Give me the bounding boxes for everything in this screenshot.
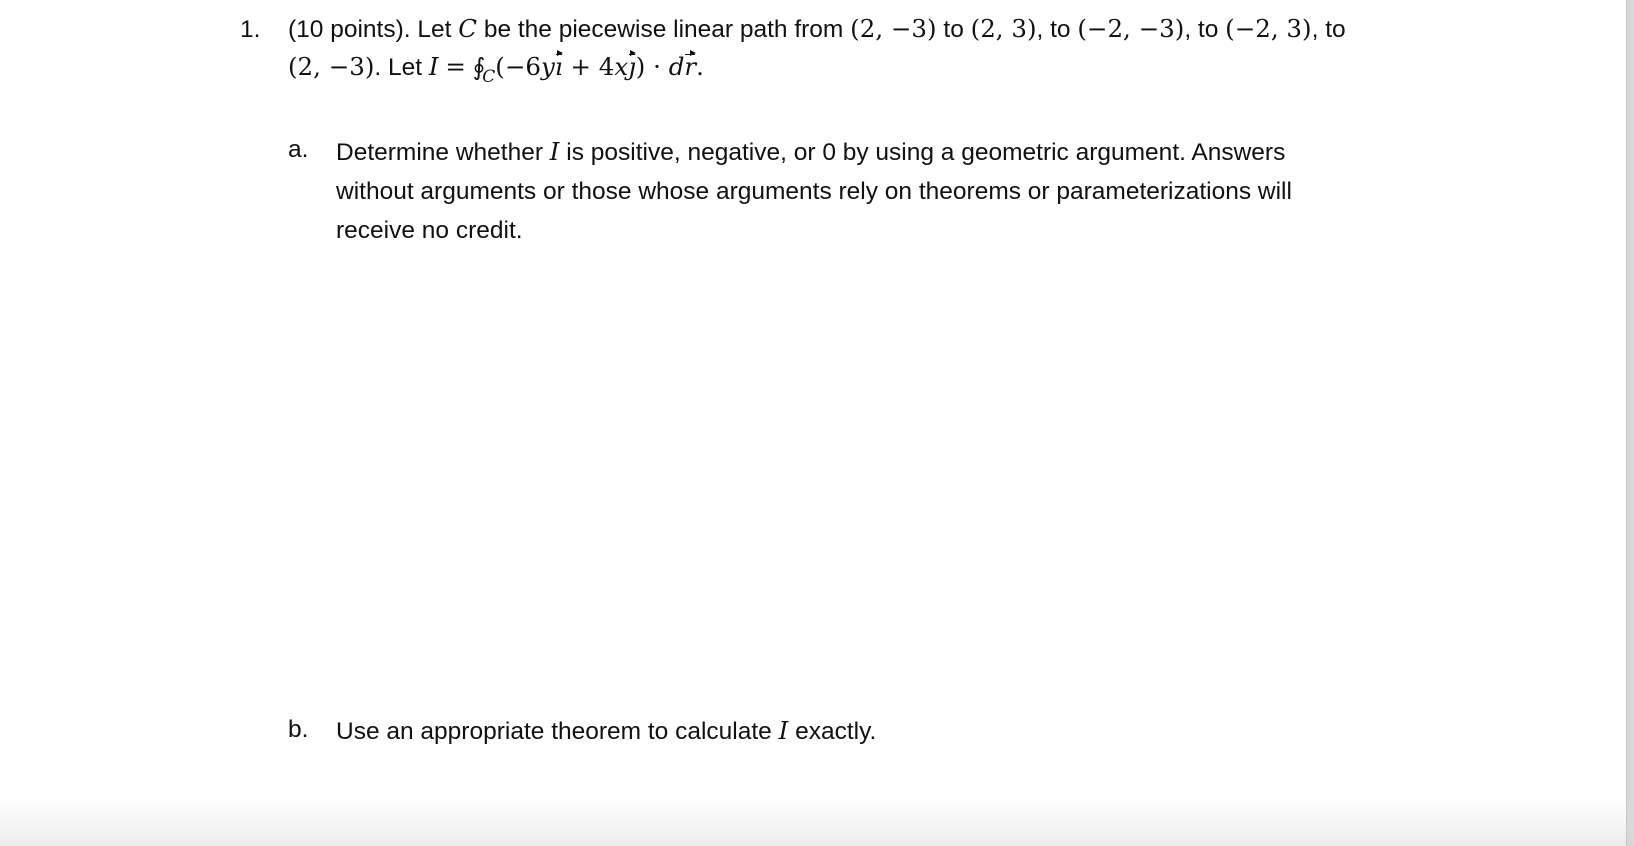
part-a-text-before: Determine whether bbox=[336, 139, 543, 166]
to-word-1: to bbox=[943, 16, 964, 43]
to-word-4: , to bbox=[1311, 16, 1346, 43]
part-a-line1 bbox=[336, 132, 1292, 172]
problem-number: 1. bbox=[240, 16, 261, 43]
problem-statement-line2 bbox=[288, 52, 704, 87]
part-a-line2: without arguments or those whose arguments rely on theorems or parameterizations will bbox=[336, 178, 1292, 205]
part-a-i-symbol: I bbox=[549, 137, 560, 166]
part-a-text-after: is positive, negative, or 0 by using a geometric argument. Answers bbox=[566, 139, 1286, 166]
to-word-3: , to bbox=[1184, 16, 1219, 43]
let-word: Let bbox=[417, 16, 452, 43]
point-4: (−2, 3) bbox=[1225, 14, 1312, 43]
problem-statement-line1 bbox=[288, 14, 1346, 44]
part-b-text-after: exactly. bbox=[795, 718, 877, 745]
r-vector: r bbox=[684, 52, 697, 81]
to-word-2: , to bbox=[1036, 16, 1071, 43]
j-unit-vector: ȷ bbox=[628, 52, 636, 81]
part-b-text-before: Use an appropriate theorem to calculate bbox=[336, 718, 772, 745]
integral-symbol-i: I bbox=[428, 52, 439, 81]
point-3: (−2, −3) bbox=[1077, 14, 1185, 43]
var-y: y bbox=[540, 52, 555, 81]
path-symbol: C bbox=[458, 14, 477, 43]
part-b-label: b. bbox=[288, 716, 309, 743]
point-2: (2, 3) bbox=[970, 14, 1037, 43]
contour-subscript: C bbox=[482, 67, 496, 87]
equals-sign: = bbox=[445, 52, 466, 81]
var-x: x bbox=[614, 52, 629, 81]
page-edge bbox=[1626, 0, 1634, 846]
let-word-2: . Let bbox=[374, 54, 423, 81]
point-5: (2, −3) bbox=[288, 52, 375, 81]
point-1: (2, −3) bbox=[850, 14, 937, 43]
i-unit-vector: ı bbox=[554, 52, 563, 81]
period: . bbox=[696, 52, 704, 81]
part-a-line3: receive no credit. bbox=[336, 217, 523, 244]
differential-d: d bbox=[668, 52, 685, 81]
contour-integral-icon: ∮ bbox=[472, 53, 486, 81]
integrand-close: ) · bbox=[635, 52, 669, 81]
part-b-text bbox=[336, 716, 876, 746]
points-label: (10 points). bbox=[288, 16, 411, 43]
part-a-text bbox=[336, 132, 1292, 250]
part-b-i-symbol: I bbox=[778, 716, 789, 745]
path-description: be the piecewise linear path from bbox=[483, 16, 844, 43]
bottom-shade bbox=[0, 800, 1626, 846]
integrand-open: (−6 bbox=[495, 52, 541, 81]
plus-four: + 4 bbox=[562, 52, 615, 81]
part-a-label: a. bbox=[288, 136, 309, 163]
